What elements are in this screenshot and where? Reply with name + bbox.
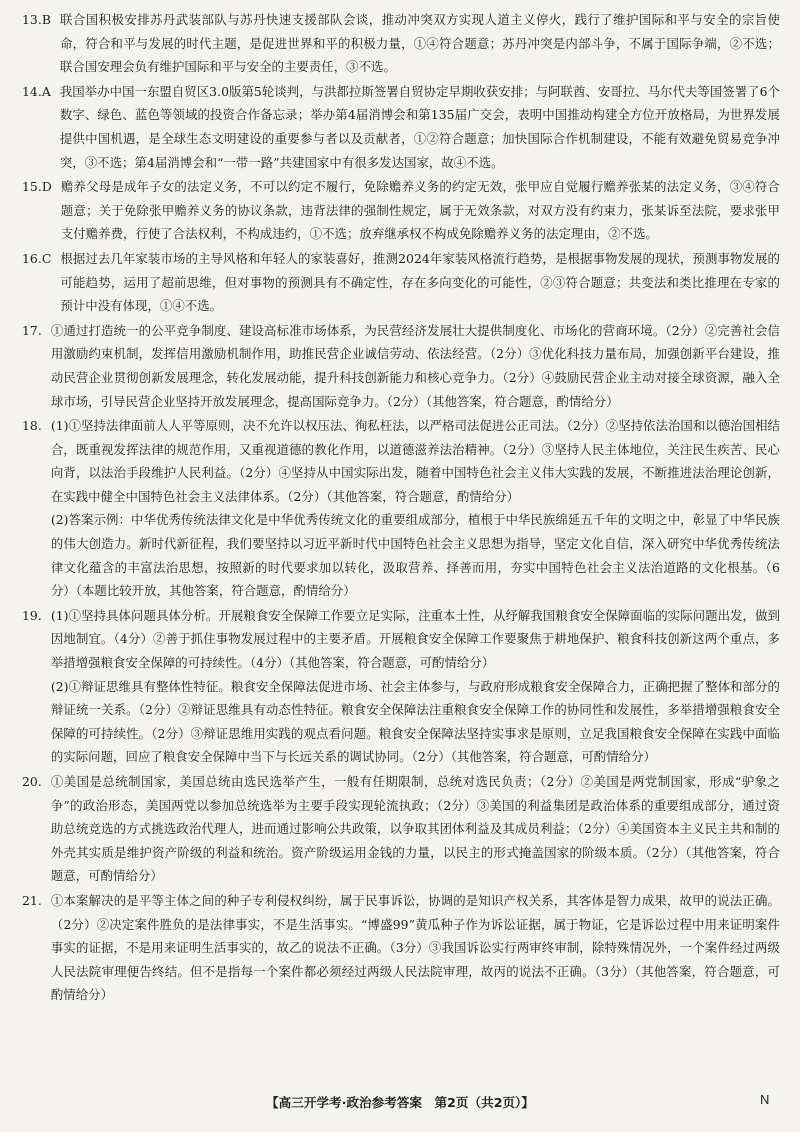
answer-item [22, 889, 780, 1007]
question-number: 14.A [22, 83, 51, 99]
question-number: 13.B [22, 12, 52, 27]
question-number: 21. [22, 892, 42, 908]
answer-paragraph: (1)①坚持具体问题具体分析。开展粮食安全保障工作要立足实际，注重本土性，从纾解我国粮食安全保障面临的实际问题出发，做到因地制宜。（4分）②善于抓住事物发展过程中的主要矛盾。开展粮食安全保障工作要聚焦于耕地保护、粮食科技创新这两个重点，多举措增强粮食安全保障的可持续性。（4分）（其他答案，符合题意，可酌情给分） [50, 607, 780, 671]
answer-paragraph: ①通过打造统一的公平竞争制度、建设高标准市场体系，为民营经济发展壮大提供制度化、市场化的营商环境。（2分）②完善社会信用激励约束机制，发挥信用激励机制作用，助推民营企业诚信劳动、依法经营。（2分）③优化科技力量布局，加强创新平台建设，推动民营企业贯彻创新发展理念，转化发展动能，提升科技创新能力和核心竞争力。（2分）④鼓励民营企业主动对接全球资源，融入全球市场，引导民营企业坚持开放发展理念，提高国际竞争力。（2分）（其他答案，符合题意，酌情给分） [50, 322, 780, 409]
footer-mark: N [760, 1092, 770, 1107]
answer-paragraph: ①本案解决的是平等主体之间的种子专利侵权纠纷，属于民事诉讼，协调的是知识产权关系，其客体是智力成果，故甲的说法正确。（2分）②决定案件胜负的是法律事实，不是生活事实。“博盛99”黄瓜种子作为诉讼证据，属于物证，它是诉讼过程中用来证明案件事实的证据，不是用来证明生活事实的，故乙的说法不正确。（3分）③我国诉讼实行两审终审制，除特殊情况外，一个案件经过两级人民法院审理便告终结。但不是指每一个案件都必须经过两级人民法院审理，故丙的说法不正确。（3分）（其他答案，符合题意，可酌情给分） [50, 892, 780, 1003]
answer-item [22, 414, 780, 603]
answer-item [22, 319, 780, 413]
question-number: 19. [22, 607, 42, 623]
answer-list [22, 8, 780, 1008]
answer-paragraph: 我国举办中国一东盟自贸区3.0版第5轮谈判，与洪都拉斯签署自贸协定早期收获安排；与阿联酋、安哥拉、马尔代夫等国签署了6个数字、绿色、蓝色等领域的投资合作备忘录；举办第4届消博会和第135届广交会，表明中国推动构建全方位开放格局，为世界发展提供中国机遇，是全球生态文明建设的重要参与者以及贡献者，①②符合题意；加快国际合作机制建设，不能有效避免贸易竞争冲突，③不选；第4届消博会和“一带一路”共建国家中有很多发达国家，故④不选。 [59, 83, 780, 170]
answer-body [60, 80, 780, 174]
answer-body [51, 414, 780, 603]
answer-paragraph: (2)答案示例：中华优秀传统法律文化是中华优秀传统文化的重要组成部分，植根于中华民族绵延五千年的文明之中，彰显了中华民族的伟大创造力。新时代新征程，我们要坚持以习近平新时代中国特色社会主义思想为指导，坚定文化自信，深入研究中华优秀传统法律文化蕴含的丰富法治思想，按照新的时代要求加以转化，汲取营养、择善而用，夯实中国特色社会主义法治道路的文化根基。（6分）（本题比较开放，其他答案，符合题意，酌情给分） [50, 512, 780, 599]
answer-body [61, 175, 780, 246]
question-number: 16.C [22, 250, 52, 266]
page-footer: 【高三开学考·政治参考答案 第2页（共2页）】 [266, 1095, 534, 1110]
answer-body [60, 8, 780, 79]
answer-body [51, 889, 780, 1007]
answer-item [22, 604, 780, 769]
answer-item [22, 247, 780, 318]
question-number: 17. [22, 322, 42, 338]
question-number: 20. [22, 774, 42, 789]
answer-paragraph: (2)①辩证思维具有整体性特征。粮食安全保障法促进市场、社会主体参与，与政府形成粮食安全保障合力，正确把握了整体和部分的辩证统一关系。（2分）②辩证思维具有动态性特征。粮食安全保障法注重粮食安全保障工作的协同性和发展性，多举措增强粮食安全保障的可持续性。（2分）③辩证思维用实践的观点看问题。粮食安全保障法坚持实事求是原则，立足我国粮食安全保障在实践中面临的实际问题，回应了粮食安全保障中当下与长远关系的调试协同。（2分）（其他答案，符合题意，可酌情给分） [50, 678, 780, 765]
answer-paragraph: 联合国积极安排苏丹武装部队与苏丹快速支援部队会谈，推动冲突双方实现人道主义停火，践行了维护国际和平与安全的宗旨使命，符合和平与发展的时代主题，是促进世界和平的积极力量，①④符合题意；苏丹冲突是内部斗争，不属于国际争端，②不选；联合国安理会负有维护国际和平与安全的主要责任，③不选。 [60, 12, 780, 75]
answer-body [51, 319, 780, 413]
answer-item [22, 175, 780, 246]
answer-paragraph: ①美国是总统制国家，美国总统由选民选举产生，一般有任期限制，总统对选民负责；（2分）②美国是两党制国家，形成“驴象之争”的政治形态，美国两党以参加总统选举为主要手段实现轮流执政；（2分）③美国的利益集团是政治体系的重要组成部分，通过资助总统竞选的方式挑选政治代理人，进而通过影响公共政策，以争取其团体利益及其成员利益；（2分）④美国资本主义民主共和制的外壳其实质是维护资产阶级的利益和统治。资产阶级运用金钱的力量，以民主的形式掩盖国家的阶级本质。（2分）（其他答案，符合题意，可酌情给分） [50, 774, 780, 884]
answer-body [60, 247, 780, 318]
answer-paragraph: (1)①坚持法律面前人人平等原则，决不允许以权压法、徇私枉法，以严格司法促进公正司法。（2分）②坚持依法治国和以德治国相结合，既重视发挥法律的规范作用，又重视道德的教化作用，以道德滋养法治精神。（2分）③坚持人民主体地位，关注民生疾苦、民心向背，以法治手段维护人民利益。（2分）④坚持从中国实际出发，随着中国特色社会主义伟大实践的发展，不断推进法治理论创新，在实践中健全中国特色社会主义法律体系。（2分）（其他答案，符合题意，酌情给分） [50, 418, 780, 504]
answer-item [22, 8, 780, 79]
question-number: 18. [22, 418, 42, 434]
answer-paragraph: 根据过去几年家装市场的主导风格和年轻人的家装喜好，推测2024年家装风格流行趋势，是根据事物发展的现状，预测事物发展的可能趋势，运用了超前思维，但对事物的预测具有不确定性，存在多向变化的可能性，②③符合题意；共变法和类比推理在专家的预计中没有体现，①④不选。 [60, 250, 780, 314]
question-number: 15.D [22, 179, 52, 195]
answer-item [22, 80, 780, 174]
answer-body [51, 604, 780, 769]
answer-body [51, 770, 780, 888]
answer-paragraph: 赡养父母是成年子女的法定义务，不可以约定不履行，免除赡养义务的约定无效，张甲应自觉履行赡养张某的法定义务，③④符合题意；关于免除张甲赡养义务的协议条款，违背法律的强制性规定，属于无效条款，对双方没有约束力，张某诉至法院，要求张甲支付赡养费，行使了合法权利，不构成违约，①不选；放弃继承权不构成免除赡养义务的法定理由，②不选。 [60, 179, 780, 242]
answer-item [22, 770, 780, 888]
